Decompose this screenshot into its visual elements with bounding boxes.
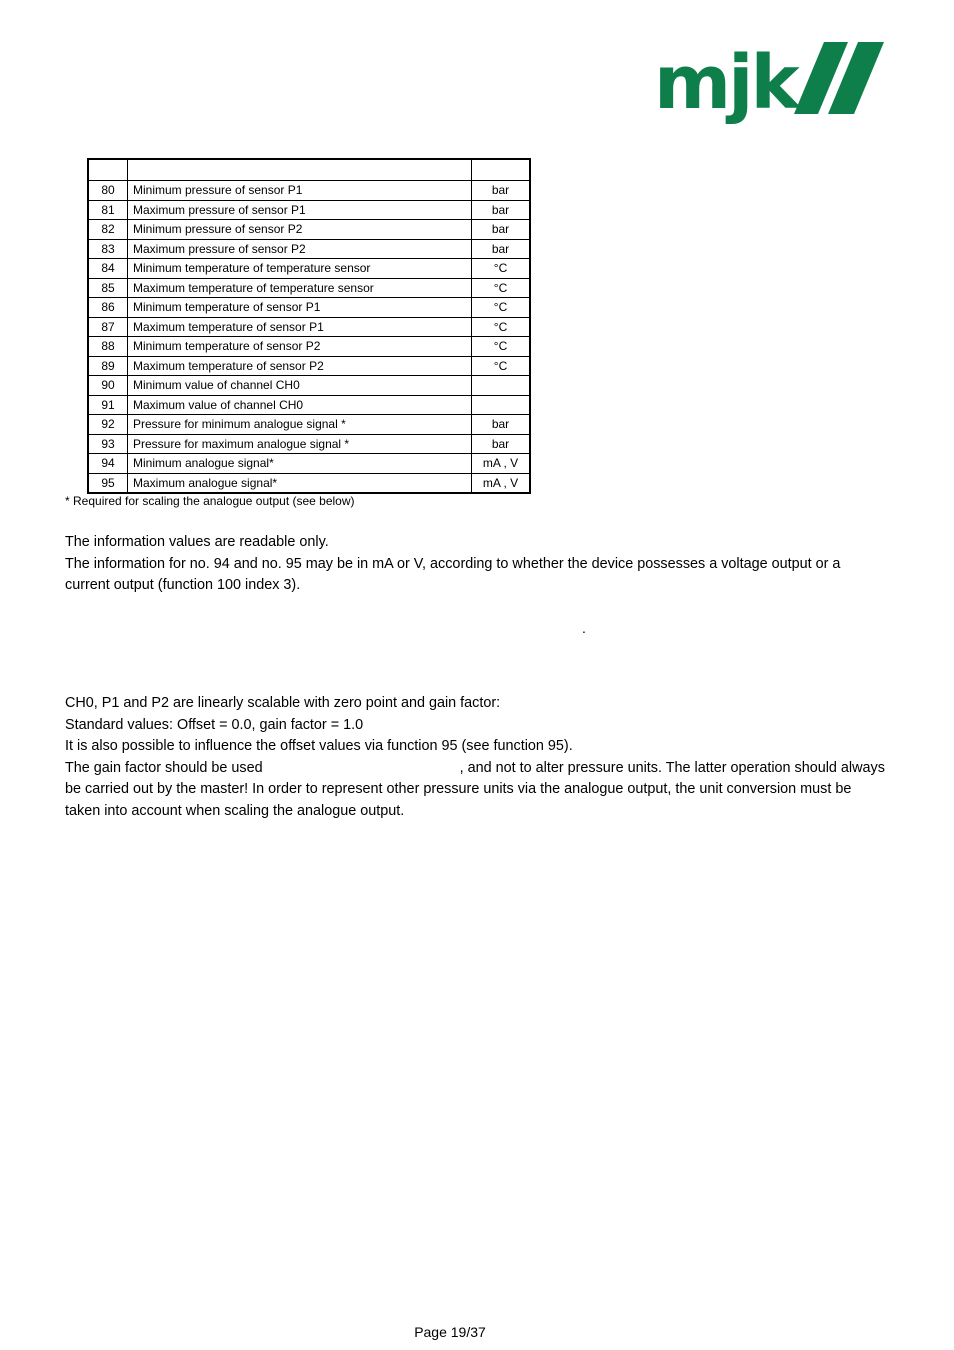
row-description: Minimum pressure of sensor P1: [128, 181, 472, 201]
svg-text:mjk: mjk: [654, 40, 797, 126]
row-description: Maximum temperature of sensor P2: [128, 356, 472, 376]
row-unit: °C: [472, 298, 531, 318]
mjk-logo: [652, 36, 898, 134]
row-number: 86: [88, 298, 128, 318]
row-description: Pressure for maximum analogue signal *: [128, 434, 472, 454]
header-num-cell: [88, 159, 128, 181]
row-unit: mA , V: [472, 473, 531, 493]
table-row: [88, 220, 530, 240]
row-number: 80: [88, 181, 128, 201]
row-unit: °C: [472, 317, 531, 337]
table-row: [88, 473, 530, 493]
row-description: Minimum analogue signal*: [128, 454, 472, 474]
row-unit: bar: [472, 415, 531, 435]
table-row: [88, 415, 530, 435]
row-unit: bar: [472, 200, 531, 220]
scaling-line-1: CH0, P1 and P2 are linearly scalable with zero point and gain factor:: [65, 695, 501, 711]
row-number: 83: [88, 239, 128, 259]
scaling-line-2: Standard values: Offset = 0.0, gain factor = 1.0: [65, 716, 364, 733]
info-paragraph: [65, 532, 885, 597]
row-number: 93: [88, 434, 128, 454]
row-unit: bar: [472, 220, 531, 240]
row-description: Minimum temperature of sensor P2: [128, 337, 472, 357]
gain-factor-text-rest: , and not to alter pressure units. The latter operation should always be carried out by the master! In order to represent other pressure units via the analogue output, the unit conversion must be taken into account when scaling the analogue output.: [65, 759, 885, 819]
row-description: Maximum analogue signal*: [128, 473, 472, 493]
table-row: [88, 317, 530, 337]
row-description: Maximum temperature of sensor P1: [128, 317, 472, 337]
table-row: [88, 181, 530, 201]
scaling-line-4: [65, 758, 885, 823]
mjk-logo-graphic: [652, 36, 898, 134]
row-unit: °C: [472, 278, 531, 298]
row-unit: bar: [472, 181, 531, 201]
row-number: 91: [88, 395, 128, 415]
info-line-units: The information for no. 94 and no. 95 may be in mA or V, according to whether the device possesses a voltage output or a current output (function 100 index 3).: [65, 555, 841, 593]
row-description: Minimum value of channel CH0: [128, 376, 472, 396]
row-number: 95: [88, 473, 128, 493]
scaling-paragraph: [65, 693, 885, 822]
table-row: [88, 239, 530, 259]
row-number: 82: [88, 220, 128, 240]
row-number: 81: [88, 200, 128, 220]
table-row: [88, 337, 530, 357]
stray-dot: .: [582, 620, 586, 636]
information-table: [87, 158, 531, 494]
header-unit-cell: [472, 159, 531, 181]
scaling-line-3: It is also possible to influence the offset values via function 95 (see function 95).: [65, 738, 573, 754]
row-description: Pressure for minimum analogue signal *: [128, 415, 472, 435]
row-description: Minimum temperature of sensor P1: [128, 298, 472, 318]
row-number: 92: [88, 415, 128, 435]
row-unit: [472, 395, 531, 415]
table-row: [88, 259, 530, 279]
row-number: 89: [88, 356, 128, 376]
row-description: Minimum temperature of temperature sensor: [128, 259, 472, 279]
table-row: [88, 356, 530, 376]
row-description: Maximum value of channel CH0: [128, 395, 472, 415]
row-unit: °C: [472, 259, 531, 279]
row-description: Minimum pressure of sensor P2: [128, 220, 472, 240]
row-number: 87: [88, 317, 128, 337]
row-unit: °C: [472, 337, 531, 357]
table-row: [88, 454, 530, 474]
table-row: [88, 376, 530, 396]
row-number: 90: [88, 376, 128, 396]
row-number: 94: [88, 454, 128, 474]
row-description: Maximum temperature of temperature sensor: [128, 278, 472, 298]
table-row: [88, 278, 530, 298]
table-row: [88, 298, 530, 318]
row-unit: mA , V: [472, 454, 531, 474]
row-unit: [472, 376, 531, 396]
table-row: [88, 434, 530, 454]
row-number: 85: [88, 278, 128, 298]
info-line-readable: The information values are readable only.: [65, 534, 329, 550]
row-unit: bar: [472, 239, 531, 259]
table-row: [88, 200, 530, 220]
row-number: 84: [88, 259, 128, 279]
row-number: 88: [88, 337, 128, 357]
gain-factor-text-start: The gain factor should be used: [65, 759, 263, 776]
table-footnote: * Required for scaling the analogue output (see below): [65, 494, 355, 508]
table-header-row: [88, 159, 530, 181]
header-desc-cell: [128, 159, 472, 181]
row-description: Maximum pressure of sensor P2: [128, 239, 472, 259]
row-description: Maximum pressure of sensor P1: [128, 200, 472, 220]
row-unit: °C: [472, 356, 531, 376]
row-unit: bar: [472, 434, 531, 454]
table-row: [88, 395, 530, 415]
page-number: Page 19/37: [414, 1324, 486, 1340]
